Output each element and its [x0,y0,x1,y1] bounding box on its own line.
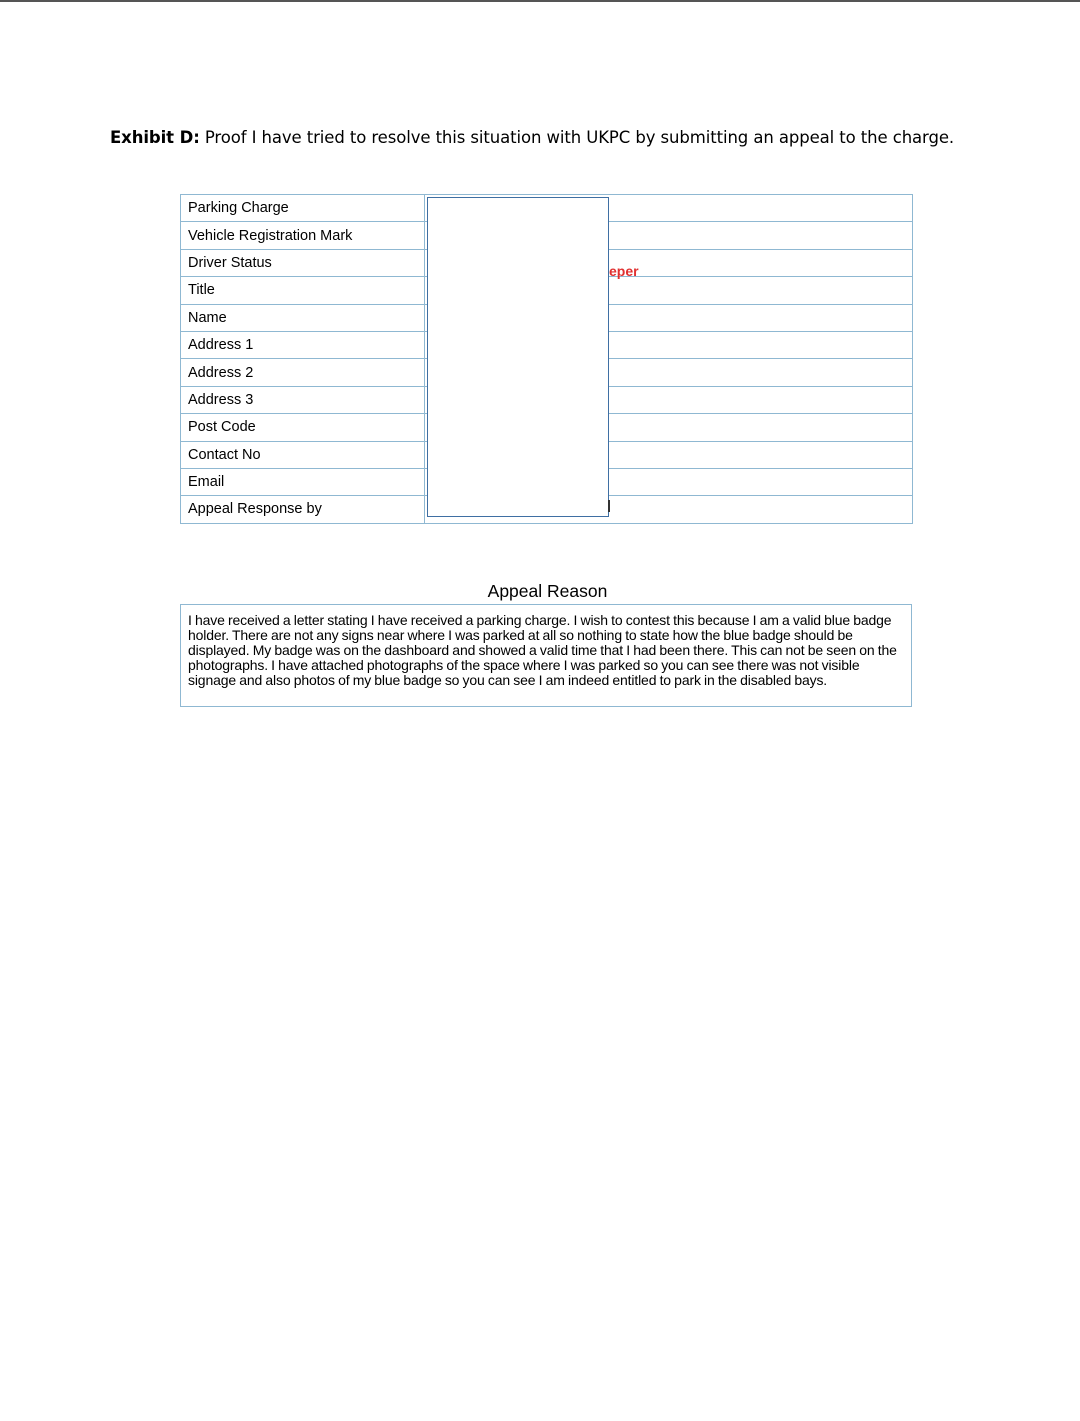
row-label-email: Email [181,468,425,495]
row-label-address-3: Address 3 [181,386,425,413]
row-label-title: Title [181,277,425,304]
row-label-name: Name [181,304,425,331]
exhibit-description: Proof I have tried to resolve this situation with UKPC by submitting an appeal to the charge. [204,128,955,147]
row-label-post-code: Post Code [181,414,425,441]
driver-status-fragment: eper [609,263,639,279]
appeal-reason-text: I have received a letter stating I have received a parking charge. I wish to contest this because I am a valid blue badge holder. There are not any signs near where I was parked at all so nothing to state how the blue badge should be displayed. My badge was on the dashboard and showed a valid time that I had been there. This can not be seen on the photographs. I have attached photographs of the space where I was parked so you can see there was not visible signage and also photos of my blue badge so you can see I am indeed entitled to park in the disabled bays. [180,604,912,707]
appeal-reason-title: Appeal Reason [487,581,608,601]
row-label-vehicle-registration: Vehicle Registration Mark [181,222,425,249]
row-label-address-1: Address 1 [181,331,425,358]
row-label-parking-charge: Parking Charge [181,195,425,222]
row-label-appeal-response: Appeal Response by [181,496,425,523]
row-label-contact-no: Contact No [181,441,425,468]
row-label-driver-status: Driver Status [181,249,425,276]
email-value-fragment [608,500,610,512]
exhibit-heading [110,128,954,147]
page-top-border [0,0,1080,2]
exhibit-label: Exhibit D: [110,128,200,147]
row-label-address-2: Address 2 [181,359,425,386]
redaction-box [427,197,609,517]
